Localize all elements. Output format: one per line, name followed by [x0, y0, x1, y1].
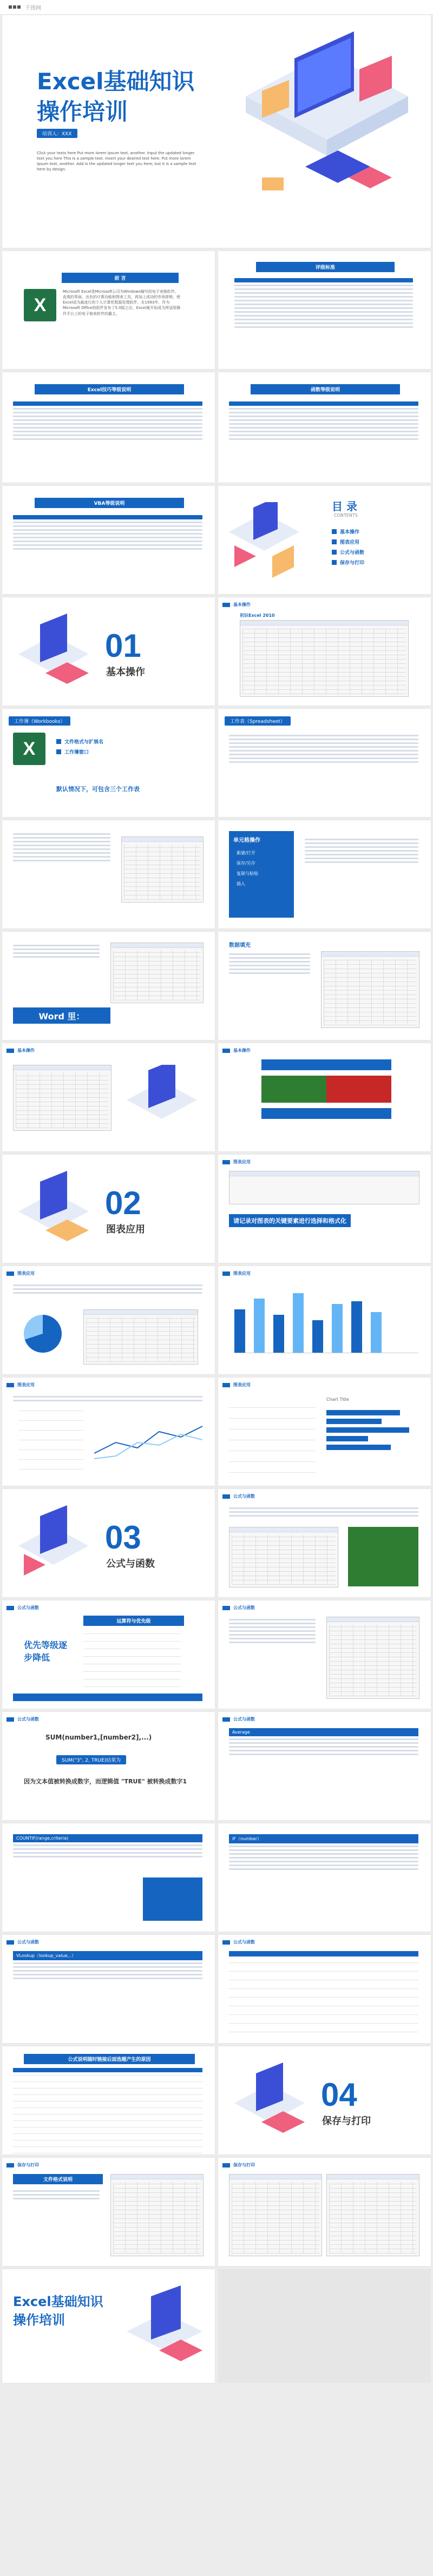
basic-ops-slide [2, 820, 215, 928]
excel-logo-icon: X [24, 289, 56, 321]
chart-bar-slide [218, 1266, 431, 1374]
end-illustration [121, 2285, 208, 2372]
pie-graphic [24, 1315, 62, 1353]
toc-item[interactable]: 保存与打印 [332, 559, 364, 566]
pie-screenshot [83, 1309, 198, 1365]
section2-slide [2, 1155, 215, 1263]
page-header [0, 0, 433, 14]
cell-ops-item[interactable]: 复制与粘贴 [237, 871, 258, 876]
green-panel [348, 1527, 418, 1586]
eval-slide [218, 251, 431, 369]
slide-tag: 公式与函数 [6, 1716, 39, 1722]
function-level-slide [218, 372, 431, 483]
cell-ops-item[interactable]: 插入 [237, 881, 245, 886]
basic-ops-2-slide [2, 1043, 215, 1151]
average-slide [218, 1712, 431, 1820]
section4-illustration [229, 2063, 310, 2144]
chart-highlight: 请记录对图表的关键要素进行选择和格式化 [229, 1214, 351, 1227]
lookup-table [229, 1951, 418, 2032]
print-slide [218, 2158, 431, 2266]
slide-tag: 公式与函数 [222, 1716, 255, 1722]
formula-steps-slide [218, 1600, 431, 1709]
sum-result-button[interactable]: SUM("3", 2, TRUE)结果为 [56, 1755, 126, 1764]
cover-slide [2, 15, 431, 248]
ops-banner-2 [261, 1108, 391, 1119]
print-preview-screenshot [326, 2174, 419, 2256]
line-graphic [94, 1410, 202, 1470]
section3-illustration [13, 1505, 94, 1586]
cell-ops-item[interactable]: 新建/打开 [237, 851, 255, 855]
logo-dots [9, 5, 21, 9]
preface-title: 前 言 [62, 273, 179, 283]
word-banner: Word 里： [13, 1007, 110, 1024]
workbook-slide [2, 709, 215, 817]
slide-tag: 公式与函数 [6, 1939, 39, 1945]
data-fill-title: 数据填充 [229, 943, 251, 948]
section1-number: 01 [105, 628, 141, 664]
isometric-illustration [229, 31, 424, 237]
save-dialog-screenshot [110, 2174, 204, 2256]
sum-formula: SUM(number1,[number2],...) [45, 1734, 152, 1741]
priority-text: 优先等级逐步降低 [24, 1640, 68, 1663]
chart-elements-slide [218, 1155, 431, 1263]
excel-window-screenshot [240, 620, 409, 697]
cell-ops-item[interactable]: 保存/另存 [237, 861, 255, 866]
reason-title: 公式说明随时链接后面选题产生的原因 [24, 2054, 195, 2064]
spreadsheet-tag: 工作表（Spreadsheet） [225, 716, 291, 726]
end-empty-panel [218, 2269, 431, 2383]
sum-slide [2, 1712, 215, 1820]
toc-subtitle: CONTENTS [334, 513, 358, 518]
section3-slide [2, 1489, 215, 1597]
toc-slide [218, 486, 431, 594]
excel-logo-icon: X [13, 733, 45, 765]
cell-ops-title: 单元格操作 [233, 838, 260, 844]
workbook-tag: 工作簿（Workbooks） [9, 716, 70, 726]
slide-tag: 公式与函数 [222, 1605, 255, 1611]
function-level-title: 函数等级说明 [251, 384, 400, 394]
fill-screenshot [321, 951, 419, 1028]
eval-title: 评级标准 [256, 262, 395, 272]
section1-slide [2, 597, 215, 706]
cell-ops-slide [218, 820, 431, 928]
section2-title: 图表应用 [106, 1224, 145, 1235]
toc-title: 目 录 [332, 500, 357, 513]
spreadsheet-slide [218, 709, 431, 817]
word-compare-slide [2, 932, 215, 1040]
slide-tag: 基本操作 [222, 1047, 251, 1053]
average-header: Average [229, 1728, 418, 1736]
if-slide [218, 1823, 431, 1932]
workbook-item: 工作簿窗口 [56, 748, 103, 755]
hbar-graphic [326, 1407, 418, 1453]
slide-tag: 图表应用 [222, 1270, 251, 1276]
countif-header: COUNTIF(range,criteria) [13, 1834, 202, 1842]
vlookup-slide [2, 1935, 215, 2043]
slide-tag: 公式与函数 [222, 1493, 255, 1499]
bar-graphic [234, 1288, 418, 1353]
excel-level-slide [2, 372, 215, 483]
formula-reason-slide [2, 2046, 215, 2155]
cover-paragraph: Click your texts here Put more lorem ipsum text, another. Input the updated longer text you here This Is a sample text. Insert your desired text here. Put more lorem ipsum text, another. Add Is the updated longer text you here; but it is a sample text here by design. [37, 151, 196, 172]
hbar-table [229, 1397, 316, 1473]
countif-slide [2, 1823, 215, 1932]
dialog-screenshot [326, 1617, 419, 1699]
word-screenshot [110, 943, 204, 1003]
green-block [261, 1076, 326, 1103]
end-title-line1: Excel基础知识 [13, 2294, 103, 2309]
print-dialog-screenshot [229, 2174, 322, 2256]
slide-tag: 基本操作 [6, 1047, 35, 1053]
section4-slide [218, 2046, 431, 2155]
cover-title-line2: 操作培训 [37, 98, 128, 125]
slide-tag: 图表应用 [222, 1159, 251, 1165]
formula-intro-slide [218, 1489, 431, 1597]
toc-item[interactable]: 图表应用 [332, 538, 364, 545]
chart-title: Chart Title [326, 1397, 349, 1402]
section1-illustration [13, 614, 94, 695]
slide-tag: 保存与打印 [222, 2162, 255, 2168]
section4-number: 04 [321, 2077, 357, 2113]
ribbon-screenshot [229, 1171, 419, 1204]
workbook-footnote: 默认情况下，可包含三个工作表 [56, 786, 140, 793]
section2-illustration [13, 1171, 94, 1252]
basic-ops-3-slide [218, 1043, 431, 1151]
operators-table [83, 1628, 181, 1687]
ops-banner [261, 1059, 391, 1070]
if-header: IF（number） [229, 1834, 418, 1843]
ops-screenshot [13, 1065, 111, 1131]
slide-tag: 图表应用 [222, 1382, 251, 1388]
toc-item[interactable]: 公式与函数 [332, 549, 364, 556]
section3-title: 公式与函数 [106, 1558, 155, 1570]
excel-intro-slide [218, 597, 431, 706]
data-table [18, 1410, 83, 1470]
section4-title: 保存与打印 [322, 2116, 371, 2127]
vba-level-slide [2, 486, 215, 594]
slide-tag: 基本操作 [222, 602, 251, 608]
slide-tag: 公式与函数 [222, 1939, 255, 1945]
ops-illustration [121, 1065, 202, 1135]
slide-tag: 图表应用 [6, 1382, 35, 1388]
reason-table [13, 2068, 202, 2153]
cover-presenter: 培训人：XXX [37, 129, 77, 138]
vba-level-title: VBA等级说明 [35, 498, 184, 508]
operators-footer [13, 1694, 202, 1701]
section3-number: 03 [105, 1519, 141, 1556]
operators-box: 运算符与优先级 [83, 1616, 184, 1626]
vlookup-header: VLookup（lookup_value,..） [13, 1951, 202, 1960]
intro-caption: 初识Excel 2010 [240, 613, 275, 618]
cell-screenshot [121, 836, 204, 902]
section2-number: 02 [105, 1185, 141, 1221]
toc-item[interactable]: 基本操作 [332, 528, 364, 535]
countif-panel [143, 1877, 202, 1921]
cover-title-line1: Excel基础知识 [37, 68, 195, 95]
save-slide [2, 2158, 215, 2266]
header-text: 千图网 [25, 5, 41, 11]
slide-tag: 图表应用 [6, 1270, 35, 1276]
chart-hbar-slide [218, 1378, 431, 1486]
operators-slide [2, 1600, 215, 1709]
cell-ops-menu [229, 831, 294, 918]
slide-tag: 保存与打印 [6, 2162, 39, 2168]
chart-pie-slide [2, 1266, 215, 1374]
chart-table-slide [2, 1378, 215, 1486]
data-fill-slide [218, 932, 431, 1040]
workbook-item: 文件格式与扩展名 [56, 738, 103, 745]
lookup-table-slide [218, 1935, 431, 2043]
preface-paragraph: Microsoft Excel是Microsoft公司为Windows编写的电子表格软件。直观的界面、出色的计算功能和图表工具，再加上成功的市场营销，使Excel成为最流行的个人计算机数据处理软件，在1993年，作为Microsoft Office的组件发布了5.0版之后，Excel就开始成为所适用操作平台上的电子制表软件的霸主。 [63, 289, 181, 316]
file-format-box: 文件格式说明 [13, 2174, 103, 2184]
excel-level-title: Excel技巧等级说明 [35, 384, 184, 394]
sum-explanation: 因为文本值被转换成数字，而逻辑值 "TRUE" 被转换成数字1 [24, 1778, 187, 1785]
toc-illustration [224, 502, 305, 583]
formula-screenshot [229, 1527, 338, 1587]
red-block [326, 1076, 391, 1103]
slide-tag: 公式与函数 [6, 1605, 39, 1611]
section1-title: 基本操作 [106, 667, 145, 678]
preface-slide [2, 251, 215, 369]
end-slide [2, 2269, 215, 2383]
end-title-line2: 操作培训 [13, 2313, 65, 2328]
